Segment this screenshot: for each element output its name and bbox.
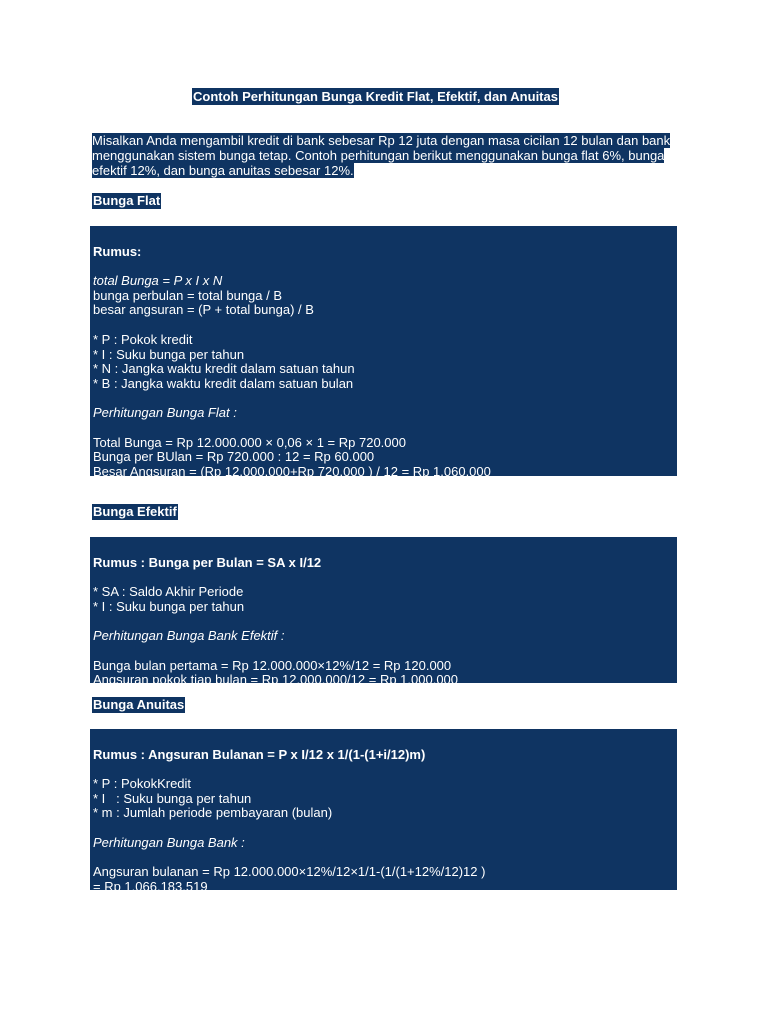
flat-formula-box — [90, 226, 677, 479]
flat-rumus-label: Rumus: — [93, 243, 142, 259]
document-title: Contoh Perhitungan Bunga Kredit Flat, Efektif, dan Anuitas — [193, 89, 558, 104]
flat-def-p: * P : Pokok kredit — [93, 331, 193, 347]
efektif-rumus: Rumus : Bunga per Bulan = SA x I/12 — [93, 554, 322, 570]
intro-text: Misalkan Anda mengambil kredit di bank sebesar Rp 12 juta dengan masa cicilan 12 bulan dan bank menggunakan sistem bunga tetap. Contoh perhitungan berikut menggunakan bunga flat 6%, bunga efektif 12%, dan bunga anuitas sebesar 12%. — [92, 133, 671, 178]
anuitas-def-m: * m : Jumlah periode pembayaran (bulan) — [93, 805, 333, 821]
anuitas-rumus: Rumus : Angsuran Bulanan = P x I/12 x 1/(1-(1+i/12)m) — [93, 746, 426, 762]
efektif-calc-bunga-bulan-pertama: Bunga bulan pertama = Rp 12.000.000×12%/12 = Rp 120.000 — [93, 657, 452, 673]
flat-def-b: * B : Jangka waktu kredit dalam satuan bulan — [93, 375, 354, 391]
anuitas-calc-title: Perhitungan Bunga Bank : — [93, 834, 245, 850]
flat-def-n: * N : Jangka waktu kredit dalam satuan tahun — [93, 361, 355, 377]
efektif-calc-title: Perhitungan Bunga Bank Efektif : — [93, 628, 285, 644]
heading-bunga-efektif: Bunga Efektif — [93, 504, 177, 519]
efektif-calc-angsuran-pokok: Angsuran pokok tiap bulan = Rp 12.000.000/12 = Rp 1.000.000 — [93, 672, 459, 688]
efektif-formula-box — [90, 537, 677, 688]
efektif-def-sa: * SA : Saldo Akhir Periode — [93, 584, 244, 600]
flat-calc-total-bunga: Total Bunga = Rp 12.000.000 × 0,06 × 1 = Rp 720.000 — [93, 434, 406, 450]
heading-bunga-flat: Bunga Flat — [93, 193, 161, 208]
flat-calc-besar-angsuran: Besar Angsuran = (Rp 12.000.000+Rp 720.000 ) / 12 = Rp 1.060.000 — [93, 464, 491, 479]
flat-formula-total-bunga: total Bunga = P x I x N — [93, 273, 223, 289]
flat-formula-bunga-perbulan: bunga perbulan = total bunga / B — [93, 287, 283, 303]
anuitas-def-i: * I : Suku bunga per tahun — [93, 790, 252, 806]
anuitas-def-p: * P : PokokKredit — [93, 776, 192, 792]
anuitas-calc-angsuran-bulanan: Angsuran bulanan = Rp 12.000.000×12%/12×1/1-(1/(1+12%/12)12 ) — [93, 864, 486, 880]
heading-bunga-anuitas: Bunga Anuitas — [93, 697, 185, 712]
flat-calc-title: Perhitungan Bunga Flat : — [93, 405, 237, 421]
anuitas-calc-result: = Rp 1.066.183,519 — [93, 878, 208, 894]
intro-paragraph — [92, 133, 672, 178]
flat-def-i: * I : Suku bunga per tahun — [93, 346, 245, 362]
flat-calc-bunga-per-bulan: Bunga per BUlan = Rp 720.000 : 12 = Rp 60.000 — [93, 449, 375, 465]
flat-formula-besar-angsuran: besar angsuran = (P + total bunga) / B — [93, 302, 314, 318]
anuitas-formula-box — [90, 729, 677, 894]
efektif-def-i: * I : Suku bunga per tahun — [93, 598, 245, 614]
